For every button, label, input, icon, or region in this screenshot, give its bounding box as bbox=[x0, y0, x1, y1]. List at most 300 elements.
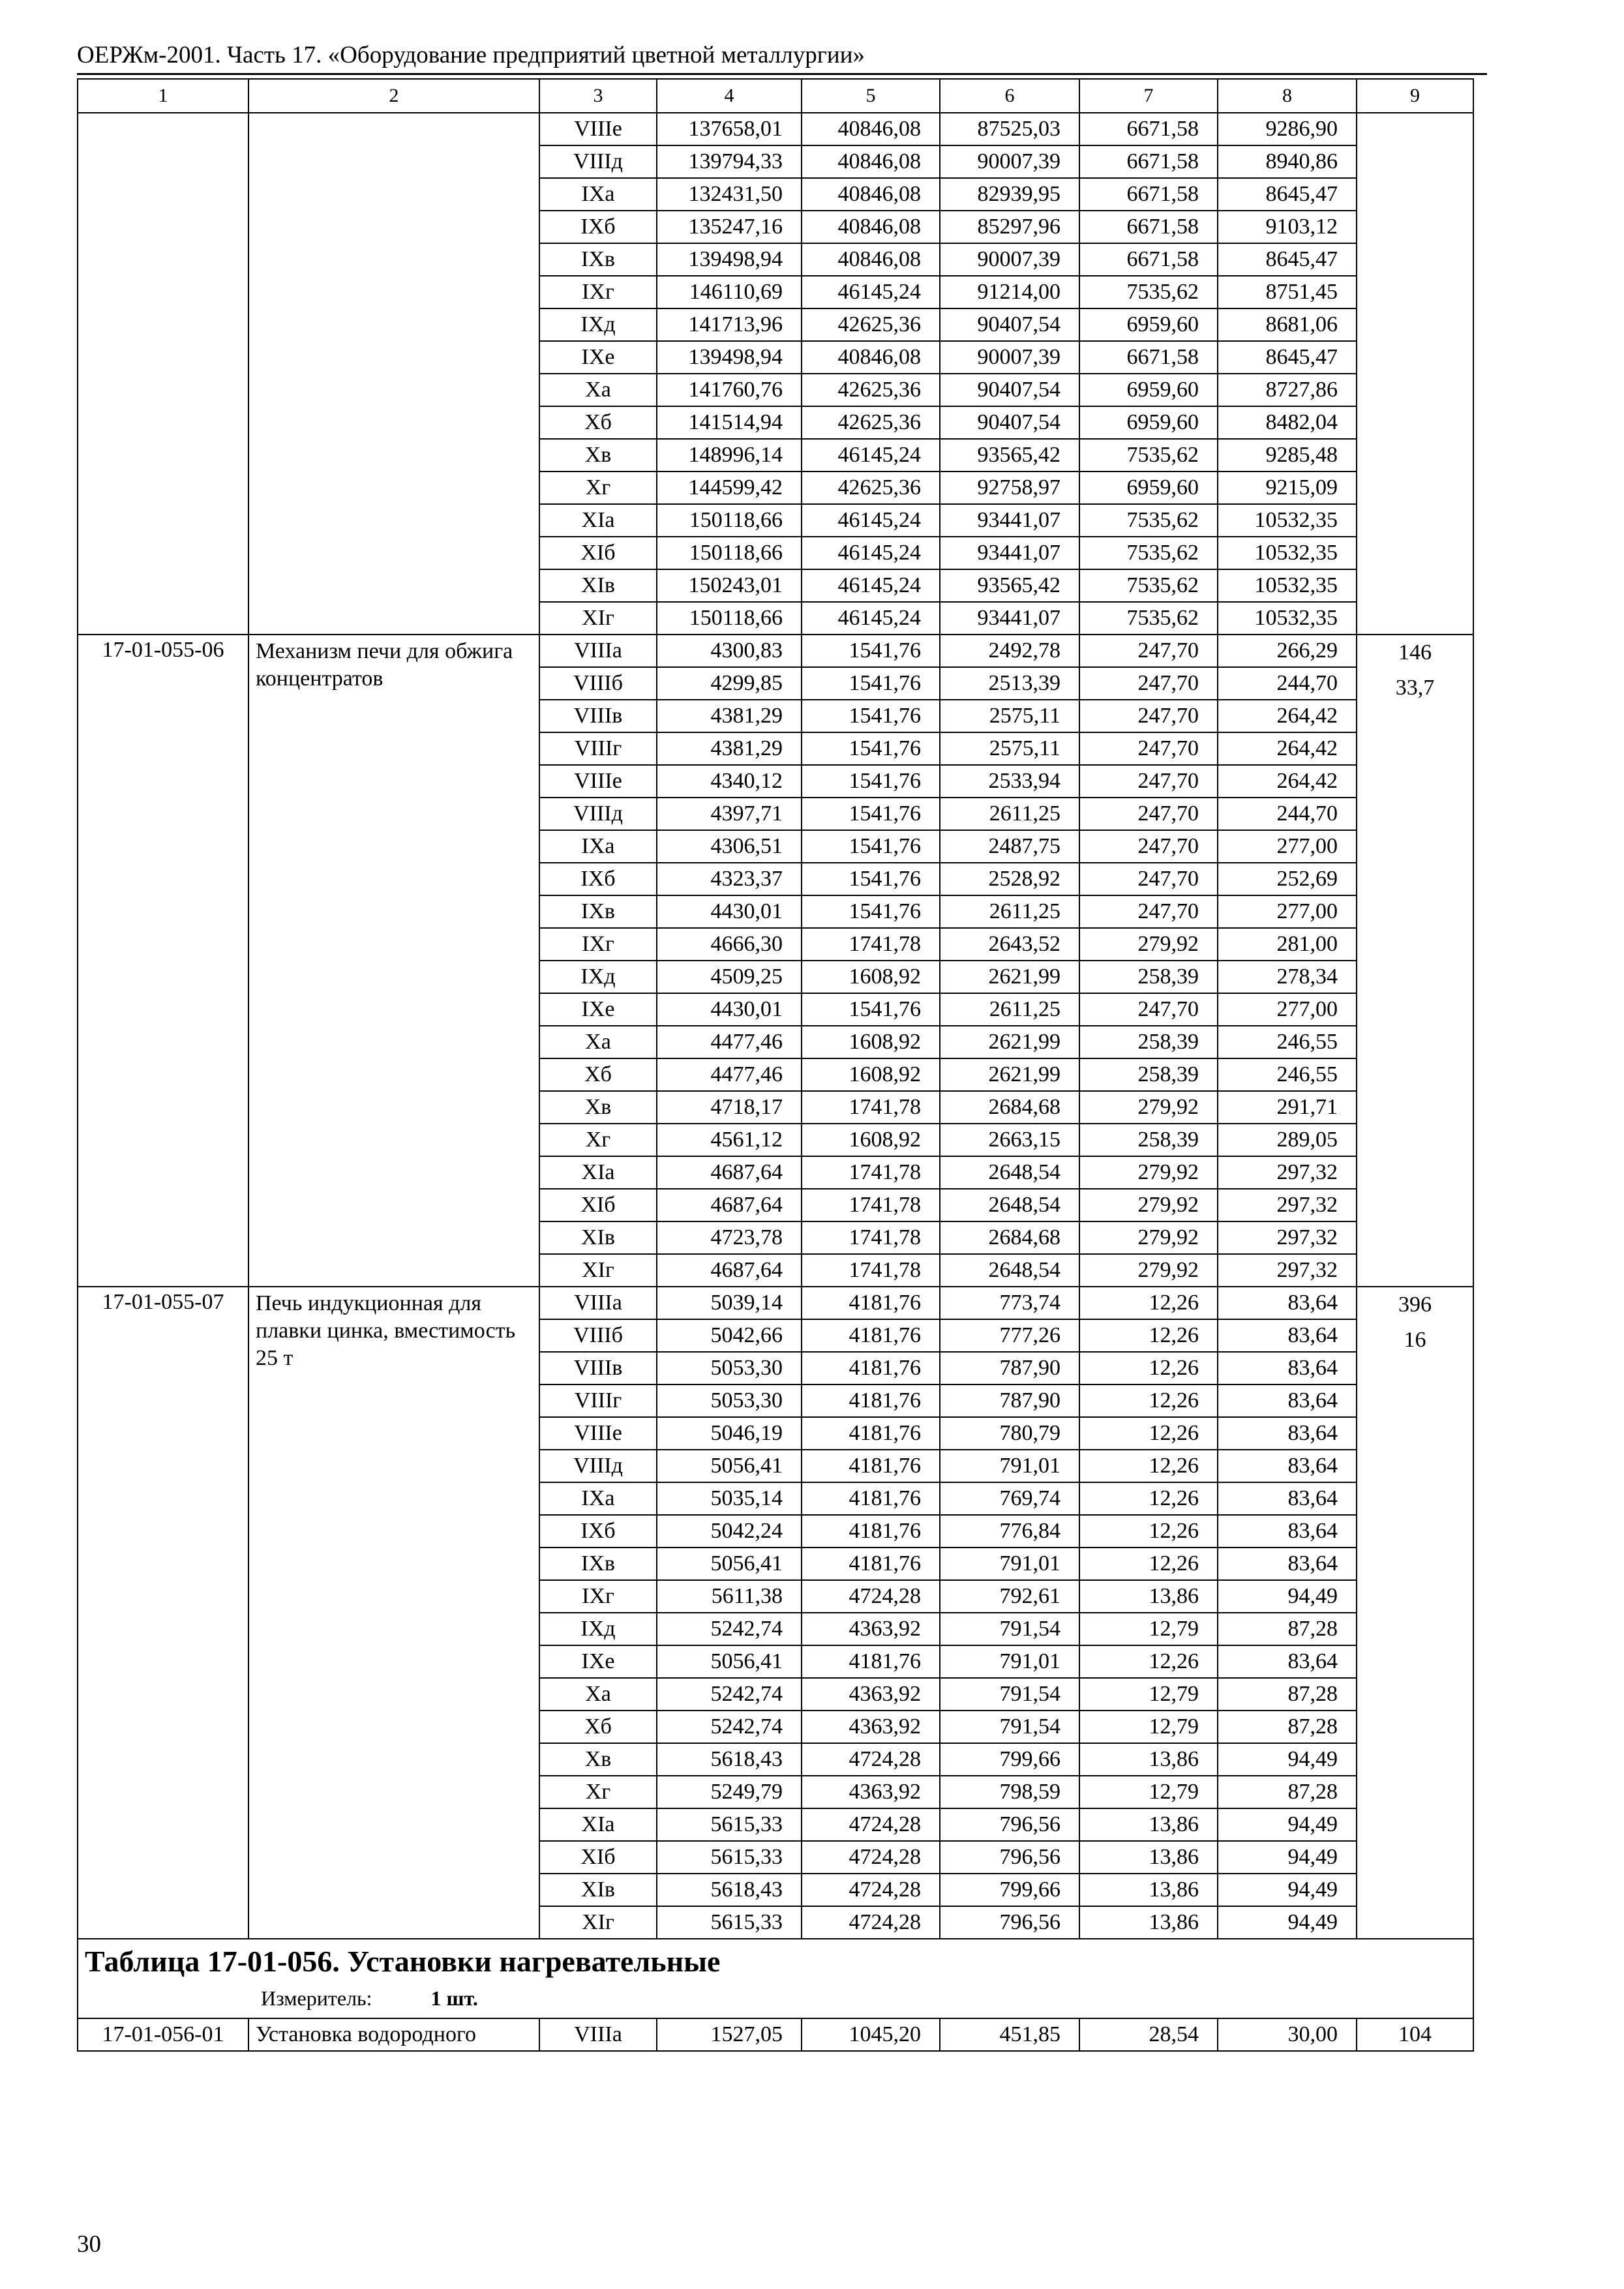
value-cell: 5242,74 bbox=[657, 1711, 802, 1743]
value-cell: 247,70 bbox=[1079, 895, 1218, 928]
zone-cell: XIв bbox=[539, 569, 657, 602]
value-cell: 1541,76 bbox=[802, 667, 940, 700]
value-cell: 1608,92 bbox=[802, 1124, 940, 1156]
value-cell: 252,69 bbox=[1218, 863, 1357, 895]
item-code: 17-01-055-07 bbox=[78, 1287, 248, 1939]
value-cell: 2648,54 bbox=[940, 1156, 1079, 1189]
value-cell: 247,70 bbox=[1079, 863, 1218, 895]
column-number: 6 bbox=[940, 79, 1079, 113]
zone-cell: VIIIв bbox=[539, 1352, 657, 1384]
zone-cell: VIIIд bbox=[539, 798, 657, 830]
zone-cell: Xб bbox=[539, 406, 657, 439]
col9-value: 396 bbox=[1398, 1293, 1432, 1317]
zone-cell: IXг bbox=[539, 928, 657, 961]
value-cell: 12,79 bbox=[1079, 1678, 1218, 1711]
value-cell: 5056,41 bbox=[657, 1450, 802, 1482]
zone-cell: Xг bbox=[539, 471, 657, 504]
value-cell: 769,74 bbox=[940, 1482, 1079, 1515]
value-cell: 4181,76 bbox=[802, 1548, 940, 1580]
value-cell: 4430,01 bbox=[657, 993, 802, 1026]
zone-cell: XIг bbox=[539, 1906, 657, 1939]
value-cell: 5249,79 bbox=[657, 1776, 802, 1808]
value-cell: 4509,25 bbox=[657, 961, 802, 993]
value-cell: 94,49 bbox=[1218, 1743, 1357, 1776]
value-cell: 42625,36 bbox=[802, 406, 940, 439]
item-code: 17-01-056-01 bbox=[78, 2018, 248, 2051]
value-cell: 1741,78 bbox=[802, 1091, 940, 1124]
zone-cell: IXг bbox=[539, 276, 657, 308]
value-cell: 93441,07 bbox=[940, 504, 1079, 537]
value-cell: 2487,75 bbox=[940, 830, 1079, 863]
value-cell: 5039,14 bbox=[657, 1287, 802, 1319]
value-cell: 266,29 bbox=[1218, 635, 1357, 667]
zone-cell: XIв bbox=[539, 1221, 657, 1254]
value-cell: 5242,74 bbox=[657, 1613, 802, 1645]
column-number: 2 bbox=[248, 79, 539, 113]
value-cell: 787,90 bbox=[940, 1384, 1079, 1417]
zone-cell: VIIIв bbox=[539, 700, 657, 732]
value-cell: 4181,76 bbox=[802, 1384, 940, 1417]
value-cell: 4181,76 bbox=[802, 1417, 940, 1450]
value-cell: 104 bbox=[1357, 2018, 1473, 2051]
value-cell: 5615,33 bbox=[657, 1841, 802, 1874]
value-cell: 42625,36 bbox=[802, 308, 940, 341]
value-cell: 279,92 bbox=[1079, 928, 1218, 961]
value-cell: 247,70 bbox=[1079, 667, 1218, 700]
value-cell: 279,92 bbox=[1079, 1254, 1218, 1287]
value-cell: 12,26 bbox=[1079, 1352, 1218, 1384]
value-cell: 139498,94 bbox=[657, 243, 802, 276]
value-cell: 791,01 bbox=[940, 1548, 1079, 1580]
value-cell: 4381,29 bbox=[657, 732, 802, 765]
value-cell: 4724,28 bbox=[802, 1874, 940, 1906]
value-cell: 10532,35 bbox=[1218, 569, 1357, 602]
value-cell: 85297,96 bbox=[940, 211, 1079, 243]
value-cell: 1541,76 bbox=[802, 635, 940, 667]
value-cell: 2648,54 bbox=[940, 1189, 1079, 1221]
value-cell: 264,42 bbox=[1218, 765, 1357, 798]
value-cell: 277,00 bbox=[1218, 895, 1357, 928]
value-cell: 4666,30 bbox=[657, 928, 802, 961]
table-row bbox=[78, 635, 1473, 667]
value-cell: 2492,78 bbox=[940, 635, 1079, 667]
zone-cell: IXв bbox=[539, 243, 657, 276]
value-cell: 258,39 bbox=[1079, 1026, 1218, 1058]
value-cell: 7535,62 bbox=[1079, 276, 1218, 308]
value-cell: 264,42 bbox=[1218, 700, 1357, 732]
value-cell: 2663,15 bbox=[940, 1124, 1079, 1156]
value-cell: 4718,17 bbox=[657, 1091, 802, 1124]
zone-cell: XIб bbox=[539, 537, 657, 569]
column-number: 8 bbox=[1218, 79, 1357, 113]
value-cell: 6671,58 bbox=[1079, 113, 1218, 145]
value-cell: 246,55 bbox=[1218, 1058, 1357, 1091]
value-cell: 4300,83 bbox=[657, 635, 802, 667]
value-cell: 12,26 bbox=[1079, 1384, 1218, 1417]
value-cell: 792,61 bbox=[940, 1580, 1079, 1613]
value-cell: 4181,76 bbox=[802, 1482, 940, 1515]
zone-cell: Xг bbox=[539, 1776, 657, 1808]
value-cell: 141713,96 bbox=[657, 308, 802, 341]
value-cell: 90407,54 bbox=[940, 308, 1079, 341]
value-cell: 10532,35 bbox=[1218, 504, 1357, 537]
value-cell: 297,32 bbox=[1218, 1254, 1357, 1287]
col9-value: 146 bbox=[1398, 640, 1432, 665]
value-cell: 40846,08 bbox=[802, 145, 940, 178]
value-cell: 281,00 bbox=[1218, 928, 1357, 961]
value-cell: 8940,86 bbox=[1218, 145, 1357, 178]
value-cell: 87,28 bbox=[1218, 1711, 1357, 1743]
value-cell: 46145,24 bbox=[802, 537, 940, 569]
value-cell: 2611,25 bbox=[940, 895, 1079, 928]
value-cell: 4724,28 bbox=[802, 1906, 940, 1939]
value-cell: 83,64 bbox=[1218, 1384, 1357, 1417]
value-cell: 4363,92 bbox=[802, 1678, 940, 1711]
zone-cell: VIIIе bbox=[539, 113, 657, 145]
zone-cell: VIIIе bbox=[539, 1417, 657, 1450]
value-cell: 12,79 bbox=[1079, 1613, 1218, 1645]
zone-cell: Xа bbox=[539, 374, 657, 406]
value-cell: 1741,78 bbox=[802, 1189, 940, 1221]
value-cell: 4340,12 bbox=[657, 765, 802, 798]
value-cell: 791,54 bbox=[940, 1613, 1079, 1645]
value-cell: 4181,76 bbox=[802, 1450, 940, 1482]
value-cell: 90007,39 bbox=[940, 243, 1079, 276]
value-cell: 6671,58 bbox=[1079, 243, 1218, 276]
value-cell: 8681,06 bbox=[1218, 308, 1357, 341]
value-cell: 4363,92 bbox=[802, 1776, 940, 1808]
value-cell: 8645,47 bbox=[1218, 243, 1357, 276]
value-cell: 5618,43 bbox=[657, 1743, 802, 1776]
value-cell: 4181,76 bbox=[802, 1287, 940, 1319]
value-cell: 87525,03 bbox=[940, 113, 1079, 145]
value-cell: 4430,01 bbox=[657, 895, 802, 928]
value-cell: 247,70 bbox=[1079, 700, 1218, 732]
value-cell: 279,92 bbox=[1079, 1221, 1218, 1254]
value-cell: 791,54 bbox=[940, 1711, 1079, 1743]
value-cell: 1527,05 bbox=[657, 2018, 802, 2051]
col9-values bbox=[1357, 1287, 1473, 1939]
value-cell: 93565,42 bbox=[940, 439, 1079, 471]
value-cell: 46145,24 bbox=[802, 504, 940, 537]
value-cell: 1741,78 bbox=[802, 1156, 940, 1189]
zone-cell: VIIIа bbox=[539, 2018, 657, 2051]
value-cell: 4181,76 bbox=[802, 1319, 940, 1352]
column-number: 7 bbox=[1079, 79, 1218, 113]
value-cell: 5242,74 bbox=[657, 1678, 802, 1711]
value-cell: 4181,76 bbox=[802, 1352, 940, 1384]
zone-cell: XIв bbox=[539, 1874, 657, 1906]
zone-cell: VIIIа bbox=[539, 1287, 657, 1319]
value-cell: 12,26 bbox=[1079, 1482, 1218, 1515]
value-cell: 796,56 bbox=[940, 1906, 1079, 1939]
value-cell: 791,01 bbox=[940, 1450, 1079, 1482]
value-cell: 7535,62 bbox=[1079, 602, 1218, 635]
value-cell: 150118,66 bbox=[657, 504, 802, 537]
value-cell: 83,64 bbox=[1218, 1515, 1357, 1548]
value-cell: 798,59 bbox=[940, 1776, 1079, 1808]
page-number: 30 bbox=[77, 2231, 101, 2258]
value-cell: 13,86 bbox=[1079, 1874, 1218, 1906]
value-cell: 150243,01 bbox=[657, 569, 802, 602]
item-name: Механизм печи для обжига концентратов bbox=[248, 635, 539, 1287]
value-cell: 82939,95 bbox=[940, 178, 1079, 211]
value-cell: 5615,33 bbox=[657, 1808, 802, 1841]
value-cell: 6671,58 bbox=[1079, 341, 1218, 374]
value-cell: 12,26 bbox=[1079, 1287, 1218, 1319]
value-cell: 8645,47 bbox=[1218, 341, 1357, 374]
zone-cell: Xа bbox=[539, 1026, 657, 1058]
zone-cell: XIг bbox=[539, 602, 657, 635]
value-cell: 8482,04 bbox=[1218, 406, 1357, 439]
value-cell: 5618,43 bbox=[657, 1874, 802, 1906]
value-cell: 247,70 bbox=[1079, 732, 1218, 765]
value-cell: 247,70 bbox=[1079, 830, 1218, 863]
value-cell: 1541,76 bbox=[802, 798, 940, 830]
zone-cell: Xв bbox=[539, 1091, 657, 1124]
value-cell: 40846,08 bbox=[802, 211, 940, 243]
value-cell: 83,64 bbox=[1218, 1482, 1357, 1515]
zone-cell: XIб bbox=[539, 1189, 657, 1221]
value-cell: 5035,14 bbox=[657, 1482, 802, 1515]
zone-cell: Xв bbox=[539, 1743, 657, 1776]
zone-cell: XIг bbox=[539, 1254, 657, 1287]
value-cell: 2643,52 bbox=[940, 928, 1079, 961]
value-cell: 277,00 bbox=[1218, 993, 1357, 1026]
value-cell: 776,84 bbox=[940, 1515, 1079, 1548]
value-cell: 87,28 bbox=[1218, 1613, 1357, 1645]
value-cell: 258,39 bbox=[1079, 1124, 1218, 1156]
value-cell: 46145,24 bbox=[802, 276, 940, 308]
value-cell: 4687,64 bbox=[657, 1254, 802, 1287]
value-cell: 144599,42 bbox=[657, 471, 802, 504]
zone-cell: VIIIд bbox=[539, 145, 657, 178]
value-cell: 297,32 bbox=[1218, 1156, 1357, 1189]
value-cell: 2621,99 bbox=[940, 1026, 1079, 1058]
value-cell: 94,49 bbox=[1218, 1841, 1357, 1874]
table-caption-row bbox=[78, 1939, 1473, 2018]
col9-values bbox=[1357, 635, 1473, 1287]
value-cell: 90407,54 bbox=[940, 374, 1079, 406]
value-cell: 5056,41 bbox=[657, 1548, 802, 1580]
value-cell: 1045,20 bbox=[802, 2018, 940, 2051]
value-cell: 9103,12 bbox=[1218, 211, 1357, 243]
value-cell: 6671,58 bbox=[1079, 178, 1218, 211]
value-cell: 83,64 bbox=[1218, 1319, 1357, 1352]
value-cell: 2684,68 bbox=[940, 1091, 1079, 1124]
value-cell: 150118,66 bbox=[657, 602, 802, 635]
unit-value: 1 шт. bbox=[430, 1986, 478, 2010]
item-name: Установка водородного bbox=[248, 2018, 539, 2051]
value-cell: 90407,54 bbox=[940, 406, 1079, 439]
value-cell: 13,86 bbox=[1079, 1743, 1218, 1776]
value-cell: 4687,64 bbox=[657, 1156, 802, 1189]
column-number: 5 bbox=[802, 79, 940, 113]
value-cell: 139498,94 bbox=[657, 341, 802, 374]
zone-cell: VIIIг bbox=[539, 1384, 657, 1417]
value-cell: 279,92 bbox=[1079, 1189, 1218, 1221]
value-cell: 6959,60 bbox=[1079, 406, 1218, 439]
value-cell: 87,28 bbox=[1218, 1776, 1357, 1808]
table-row bbox=[78, 2018, 1473, 2051]
value-cell: 150118,66 bbox=[657, 537, 802, 569]
value-cell: 93565,42 bbox=[940, 569, 1079, 602]
value-cell: 83,64 bbox=[1218, 1548, 1357, 1580]
value-cell: 1741,78 bbox=[802, 1221, 940, 1254]
column-number: 9 bbox=[1357, 79, 1473, 113]
table-title: Таблица 17-01-056. Установки нагревательные bbox=[85, 1945, 721, 1978]
value-cell: 12,26 bbox=[1079, 1319, 1218, 1352]
zone-cell: IXа bbox=[539, 178, 657, 211]
value-cell: 40846,08 bbox=[802, 341, 940, 374]
value-cell: 2575,11 bbox=[940, 700, 1079, 732]
value-cell: 258,39 bbox=[1079, 1058, 1218, 1091]
zone-cell: VIIIд bbox=[539, 1450, 657, 1482]
value-cell: 796,56 bbox=[940, 1841, 1079, 1874]
zone-cell: IXв bbox=[539, 1548, 657, 1580]
value-cell: 9285,48 bbox=[1218, 439, 1357, 471]
value-cell: 141760,76 bbox=[657, 374, 802, 406]
value-cell: 93441,07 bbox=[940, 602, 1079, 635]
value-cell: 264,42 bbox=[1218, 732, 1357, 765]
value-cell: 83,64 bbox=[1218, 1287, 1357, 1319]
zone-cell: IXа bbox=[539, 830, 657, 863]
col9-value: 33,7 bbox=[1395, 676, 1435, 700]
value-cell: 297,32 bbox=[1218, 1189, 1357, 1221]
value-cell: 4724,28 bbox=[802, 1580, 940, 1613]
zone-cell: IXб bbox=[539, 211, 657, 243]
value-cell: 5611,38 bbox=[657, 1580, 802, 1613]
value-cell: 1608,92 bbox=[802, 1026, 940, 1058]
value-cell: 5056,41 bbox=[657, 1645, 802, 1678]
value-cell: 279,92 bbox=[1079, 1091, 1218, 1124]
value-cell: 244,70 bbox=[1218, 667, 1357, 700]
code-cell-empty bbox=[78, 113, 248, 635]
value-cell: 2533,94 bbox=[940, 765, 1079, 798]
value-cell: 10532,35 bbox=[1218, 602, 1357, 635]
value-cell: 1741,78 bbox=[802, 1254, 940, 1287]
value-cell: 141514,94 bbox=[657, 406, 802, 439]
value-cell: 40846,08 bbox=[802, 113, 940, 145]
value-cell: 4477,46 bbox=[657, 1026, 802, 1058]
zone-cell: XIб bbox=[539, 1841, 657, 1874]
zone-cell: IXд bbox=[539, 1613, 657, 1645]
value-cell: 247,70 bbox=[1079, 993, 1218, 1026]
zone-cell: VIIIа bbox=[539, 635, 657, 667]
rates-table-body bbox=[78, 79, 1473, 2051]
zone-cell: IXб bbox=[539, 1515, 657, 1548]
value-cell: 46145,24 bbox=[802, 569, 940, 602]
zone-cell: XIа bbox=[539, 504, 657, 537]
value-cell: 135247,16 bbox=[657, 211, 802, 243]
value-cell: 279,92 bbox=[1079, 1156, 1218, 1189]
value-cell: 83,64 bbox=[1218, 1352, 1357, 1384]
value-cell: 6671,58 bbox=[1079, 211, 1218, 243]
value-cell: 2575,11 bbox=[940, 732, 1079, 765]
value-cell: 2684,68 bbox=[940, 1221, 1079, 1254]
zone-cell: Xб bbox=[539, 1058, 657, 1091]
value-cell: 46145,24 bbox=[802, 602, 940, 635]
value-cell: 291,71 bbox=[1218, 1091, 1357, 1124]
value-cell: 87,28 bbox=[1218, 1678, 1357, 1711]
value-cell: 4724,28 bbox=[802, 1841, 940, 1874]
value-cell: 12,79 bbox=[1079, 1776, 1218, 1808]
zone-cell: VIIIб bbox=[539, 1319, 657, 1352]
value-cell: 247,70 bbox=[1079, 635, 1218, 667]
value-cell: 278,34 bbox=[1218, 961, 1357, 993]
table-caption bbox=[78, 1939, 1473, 2018]
value-cell: 40846,08 bbox=[802, 178, 940, 211]
zone-cell: VIIIб bbox=[539, 667, 657, 700]
value-cell: 146110,69 bbox=[657, 276, 802, 308]
zone-cell: Xб bbox=[539, 1711, 657, 1743]
value-cell: 12,26 bbox=[1079, 1515, 1218, 1548]
value-cell: 777,26 bbox=[940, 1319, 1079, 1352]
value-cell: 13,86 bbox=[1079, 1841, 1218, 1874]
name-cell-empty bbox=[248, 113, 539, 635]
value-cell: 2621,99 bbox=[940, 961, 1079, 993]
value-cell: 4363,92 bbox=[802, 1613, 940, 1645]
item-name: Печь индукционная для плавки цинка, вместимость 25 т bbox=[248, 1287, 539, 1939]
value-cell: 90007,39 bbox=[940, 341, 1079, 374]
zone-cell: Xв bbox=[539, 439, 657, 471]
value-cell: 5042,66 bbox=[657, 1319, 802, 1352]
value-cell: 28,54 bbox=[1079, 2018, 1218, 2051]
header-rule bbox=[77, 73, 1487, 75]
value-cell: 137658,01 bbox=[657, 113, 802, 145]
page-header: ОЕРЖм-2001. Часть 17. «Оборудование предприятий цветной металлургии» bbox=[77, 42, 865, 68]
value-cell: 139794,33 bbox=[657, 145, 802, 178]
value-cell: 1741,78 bbox=[802, 928, 940, 961]
value-cell: 42625,36 bbox=[802, 471, 940, 504]
value-cell: 12,79 bbox=[1079, 1711, 1218, 1743]
zone-cell: IXе bbox=[539, 341, 657, 374]
value-cell: 4477,46 bbox=[657, 1058, 802, 1091]
zone-cell: IXб bbox=[539, 863, 657, 895]
value-cell: 2648,54 bbox=[940, 1254, 1079, 1287]
value-cell: 247,70 bbox=[1079, 798, 1218, 830]
value-cell: 4363,92 bbox=[802, 1711, 940, 1743]
value-cell: 83,64 bbox=[1218, 1450, 1357, 1482]
value-cell: 4181,76 bbox=[802, 1515, 940, 1548]
value-cell: 244,70 bbox=[1218, 798, 1357, 830]
value-cell: 8751,45 bbox=[1218, 276, 1357, 308]
table-row bbox=[78, 1287, 1473, 1319]
col9-cell-empty bbox=[1357, 113, 1473, 635]
zone-cell: IXв bbox=[539, 895, 657, 928]
value-cell: 1541,76 bbox=[802, 732, 940, 765]
zone-cell: IXа bbox=[539, 1482, 657, 1515]
value-cell: 451,85 bbox=[940, 2018, 1079, 2051]
column-number: 3 bbox=[539, 79, 657, 113]
item-code: 17-01-055-06 bbox=[78, 635, 248, 1287]
value-cell: 1541,76 bbox=[802, 700, 940, 732]
value-cell: 7535,62 bbox=[1079, 569, 1218, 602]
value-cell: 1608,92 bbox=[802, 961, 940, 993]
value-cell: 6959,60 bbox=[1079, 374, 1218, 406]
column-number: 1 bbox=[78, 79, 248, 113]
value-cell: 799,66 bbox=[940, 1743, 1079, 1776]
value-cell: 13,86 bbox=[1079, 1808, 1218, 1841]
value-cell: 12,26 bbox=[1079, 1645, 1218, 1678]
value-cell: 40846,08 bbox=[802, 243, 940, 276]
unit-line bbox=[85, 1981, 1469, 2015]
value-cell: 791,01 bbox=[940, 1645, 1079, 1678]
value-cell: 773,74 bbox=[940, 1287, 1079, 1319]
value-cell: 5615,33 bbox=[657, 1906, 802, 1939]
value-cell: 4306,51 bbox=[657, 830, 802, 863]
unit-label: Измеритель: bbox=[261, 1986, 372, 2010]
